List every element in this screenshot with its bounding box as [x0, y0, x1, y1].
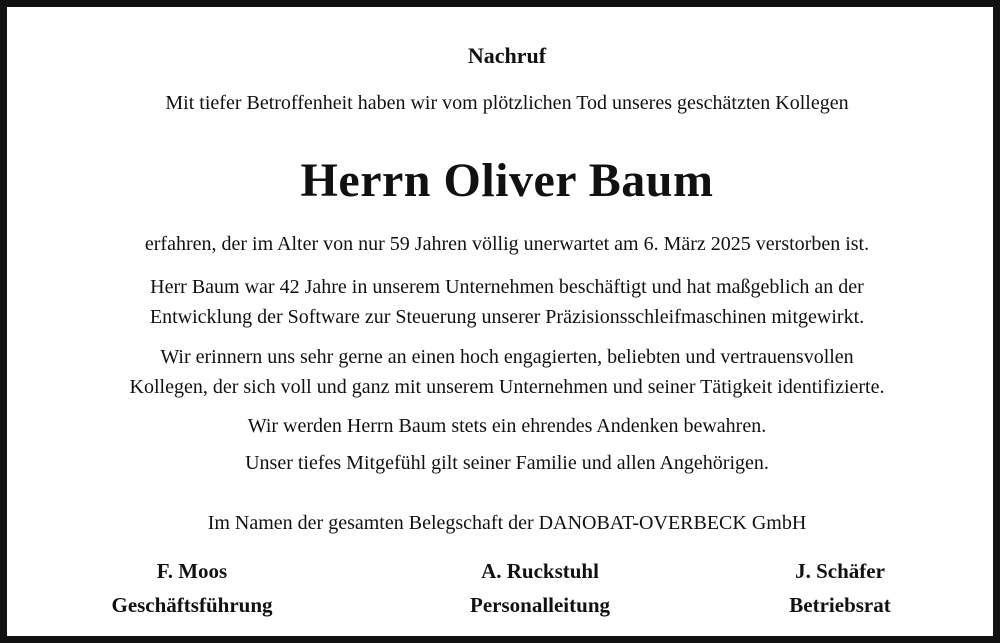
signatory-role: Personalleitung: [470, 593, 610, 617]
body-line: Entwicklung der Software zur Steuerung unserer Präzisionsschleifmaschinen mitgewirkt.: [149, 306, 865, 328]
intro-text: Mit tiefer Betroffenheit haben wir vom plötzlichen Tod unseres geschätzten Kollegen: [165, 92, 849, 114]
body-line: Wir erinnern uns sehr gerne an einen hoch engagierten, beliebten und vertrauensvollen: [160, 346, 854, 368]
body-line: Wir werden Herrn Baum stets ein ehrendes Andenken bewahren.: [247, 415, 767, 437]
body-line: Herr Baum war 42 Jahre in unserem Unternehmen beschäftigt und hat maßgeblich an der: [150, 276, 864, 298]
signatory-role: Betriebsrat: [789, 593, 891, 617]
signatory: [410, 554, 670, 622]
body-line: Unser tiefes Mitgefühl gilt seiner Familie und allen Angehörigen.: [245, 452, 769, 474]
signatory-name: A. Ruckstuhl: [481, 559, 599, 583]
body-line: Kollegen, der sich voll und ganz mit unserem Unternehmen und seiner Tätigkeit identifizierte.: [129, 376, 885, 398]
signatory: [62, 554, 322, 622]
signatory-role: Geschäftsführung: [111, 593, 273, 617]
signatory-name: J. Schäfer: [795, 559, 885, 583]
notice-heading: Nachruf: [467, 43, 547, 68]
signatory: [710, 554, 970, 622]
death-details-text: erfahren, der im Alter von nur 59 Jahren völlig unerwartet am 6. März 2025 verstorben ist.: [144, 233, 870, 255]
signatory-name: F. Moos: [156, 559, 228, 583]
closing-text: Im Namen der gesamten Belegschaft der DANOBAT-OVERBECK GmbH: [207, 512, 807, 534]
deceased-name: Herrn Oliver Baum: [300, 154, 714, 207]
